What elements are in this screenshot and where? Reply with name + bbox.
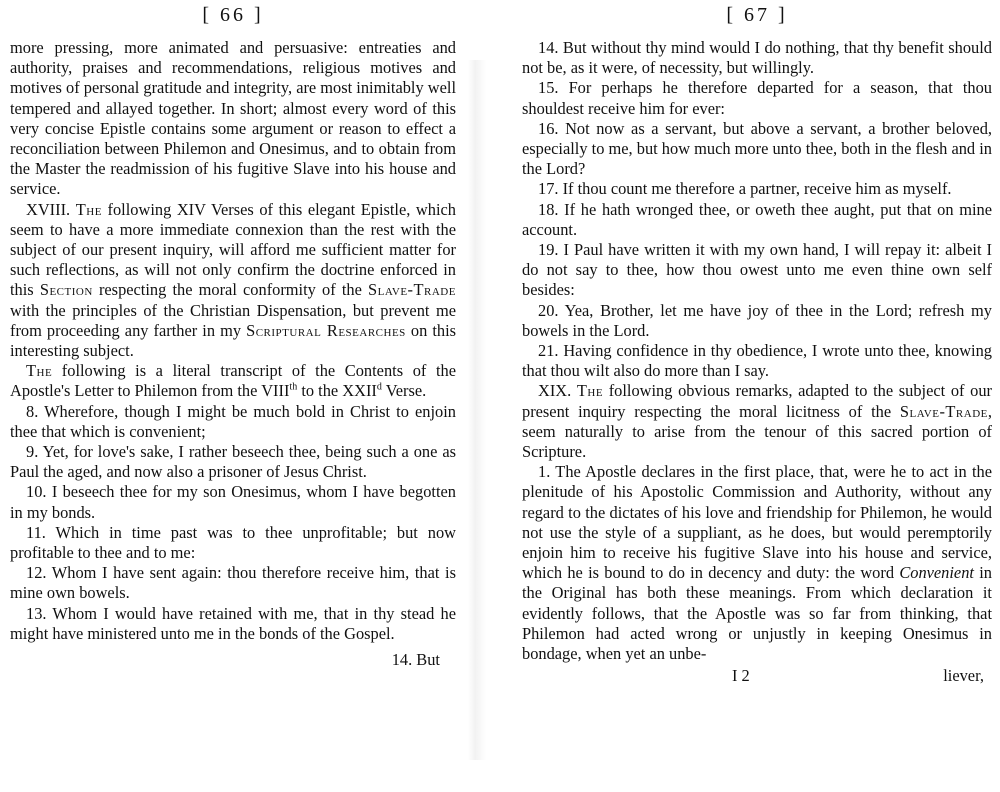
verse-13: 13. Whom I would have retained with me, that in thy stead he might have ministered unto me in the bonds of the Gospel.	[10, 603, 456, 643]
small-caps-term: Slave-Trade	[899, 401, 988, 421]
paragraph-text: following is a literal transcript of the Contents of the Apostle's Letter to Philemon from the VIII	[10, 361, 456, 401]
paragraph-text: to the XXII	[301, 381, 377, 401]
small-caps-term: Slave-Trade	[368, 280, 456, 300]
verse-16: 16. Not now as a servant, but above a servant, a brother beloved, especially to me, but how much more unto thee, both in the flesh and in the Lord?	[522, 118, 992, 179]
verse-17: 17. If thou count me therefore a partner, receive him as myself.	[538, 179, 952, 199]
section-xix-paragraph	[522, 381, 992, 462]
paragraph-text: Verse.	[385, 381, 427, 401]
verse-12: 12. Whom I have sent again: thou therefore receive him, that is mine own bowels.	[10, 563, 456, 603]
right-page-body	[522, 38, 992, 664]
ordinal-suffix: th	[289, 381, 298, 393]
lead-word: The	[75, 199, 102, 219]
section-numeral: XIX.	[538, 381, 572, 401]
verse-8: 8. Wherefore, though I might be much bold in Christ to enjoin thee that which is convenient;	[10, 401, 456, 441]
verse-18: 18. If he hath wronged thee, or oweth thee aught, put that on mine account.	[522, 199, 992, 239]
comma: ,	[987, 401, 992, 421]
paragraph-text: seem naturally to arise from the tenour of this sacred portion of Scripture.	[522, 421, 992, 462]
small-caps-term: Scriptural Researches	[246, 320, 406, 340]
right-catchword: liever,	[943, 666, 984, 686]
book-spine-shadow	[468, 60, 486, 760]
right-page-number: [ 67 ]	[726, 4, 788, 26]
verse-10: 10. I beseech thee for my son Onesimus, whom I have begotten in my bonds.	[10, 482, 456, 522]
ordinal-suffix: d	[376, 381, 382, 393]
lead-word: The	[26, 361, 53, 381]
paragraph-text: with the principles of the Christian Dispensation, but prevent me from proceeding any farther in my	[10, 300, 456, 340]
paragraph-text: on this interesting subject.	[10, 320, 457, 361]
verse-19: 19. I Paul have written it with my own hand, I will repay it: albeit I do not say to thee, how thou owest unto me even thine own self besides:	[522, 240, 992, 300]
remark-1-paragraph	[522, 462, 992, 664]
verse-11: 11. Which in time past was to thee unprofitable; but now profitable to thee and to me:	[10, 522, 456, 563]
section-numeral: XVIII.	[26, 199, 71, 219]
verse-20: 20. Yea, Brother, let me have joy of thee in the Lord; refresh my bowels in the Lord.	[522, 300, 992, 340]
continuation-paragraph: more pressing, more animated and persuasive: entreaties and authority, praises and recommendations, religious motives and motives of personal gratitude and integrity, are most inimitably well tempered and allayed together. In short; almost every word of this very concise Epistle contains some argument or reason to effect a reconciliation between Philemon and Onesimus, and to obtain from the Master the readmission of his fugitive Slave into his house and service.	[10, 38, 456, 199]
left-page-body	[10, 38, 456, 644]
left-page-number: [ 66 ]	[202, 4, 264, 26]
transcript-intro-paragraph	[10, 361, 456, 401]
section-xviii-paragraph	[10, 200, 456, 362]
paragraph-text: respecting the moral conformity of the	[98, 280, 362, 300]
lead-word: The	[576, 381, 604, 401]
left-page	[0, 0, 462, 792]
verse-9: 9. Yet, for love's sake, I rather beseech thee, being such a one as Paul the aged, and now also a prisoner of Jesus Christ.	[10, 442, 456, 482]
paragraph-text: 1. The Apostle declares in the first place, that, were he to act in the plenitude of his Apostolic Commission and Authority, without any regard to the dictates of his love and friendship for Philemon, he would not use the style of a suppliant, as he does, but would peremptorily enjoin him to receive his fugitive Slave into his house and service, which he is bound to do in decency and duty: the word	[522, 462, 992, 583]
right-page	[500, 0, 1000, 792]
paragraph-text: in the Original has both these meanings. From which declaration it evidently follows, that the Apostle was so far from thinking, that Philemon had acted wrong or unjustly in keeping Onesimus in bondage, when yet an unbe-	[522, 563, 992, 664]
left-catchword: 14. But	[391, 650, 440, 670]
verse-15: 15. For perhaps he therefore departed for a season, that thou shouldest receive him for ever:	[522, 78, 992, 118]
paragraph-text: following obvious remarks, adapted to the subject of our present inquiry respecting the moral licitness of the	[522, 381, 992, 421]
small-caps-term: Section	[39, 280, 93, 300]
signature-mark: I 2	[732, 666, 750, 686]
verse-14: 14. But without thy mind would I do nothing, that thy benefit should not be, as it were, of necessity, but willingly.	[522, 38, 992, 78]
verse-21: 21. Having confidence in thy obedience, I wrote unto thee, knowing that thou wilt also do more than I say.	[522, 341, 992, 381]
italic-term: Convenient	[899, 563, 974, 583]
right-page-footer	[522, 666, 992, 686]
paragraph-text: following XIV Verses of this elegant Epistle, which seem to have a more immediate connexion than the rest with the subject of our present inquiry, will afford me sufficient matter for such reflections, as will not only confirm the doctrine enforced in this	[10, 199, 456, 300]
